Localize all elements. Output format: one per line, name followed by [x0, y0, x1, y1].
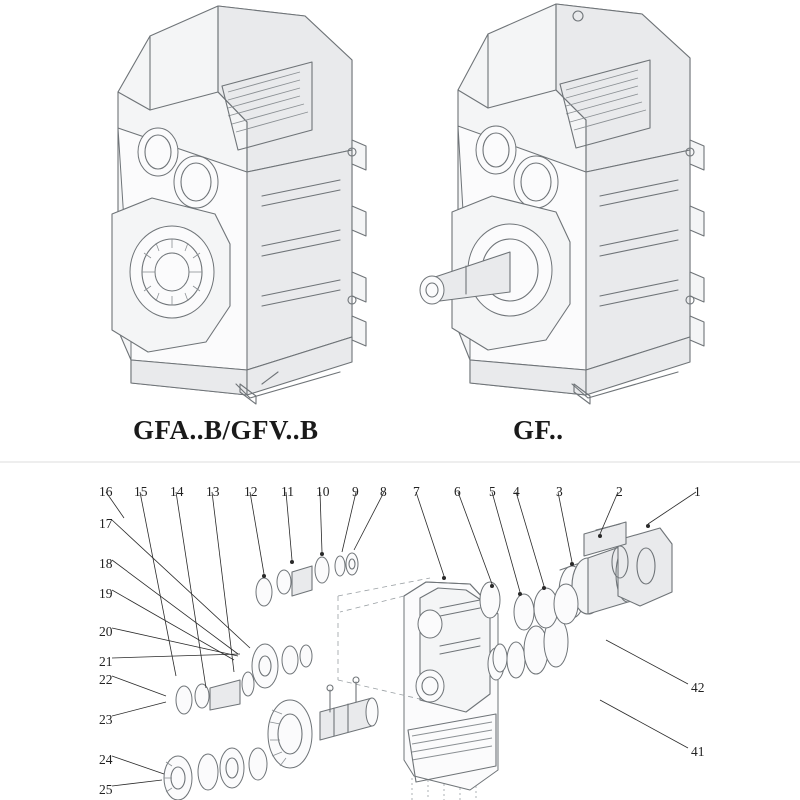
- callout-top-6: 6: [454, 484, 461, 499]
- callout-left-24: 24: [99, 752, 113, 767]
- callout-right-41: 41: [691, 744, 705, 759]
- callout-top-11: 11: [281, 484, 294, 499]
- callout-top-7: 7: [413, 484, 420, 499]
- exploded-assembly-drawing: [106, 492, 696, 800]
- callout-top-10: 10: [316, 484, 330, 499]
- callout-left-22: 22: [99, 672, 113, 687]
- callout-top-8: 8: [380, 484, 387, 499]
- callout-top-4: 4: [513, 484, 520, 499]
- callout-top-2: 2: [616, 484, 623, 499]
- callout-right-42: 42: [691, 680, 705, 695]
- callout-left-18: 18: [99, 556, 113, 571]
- figure-gfa-b-gfv-b: [112, 6, 366, 404]
- callout-top-12: 12: [244, 484, 258, 499]
- callout-left-20: 20: [99, 624, 113, 639]
- callout-left-23: 23: [99, 712, 113, 727]
- callout-left-17: 17: [99, 516, 113, 531]
- callout-top-13: 13: [206, 484, 220, 499]
- callout-top-3: 3: [556, 484, 563, 499]
- callout-left-19: 19: [99, 586, 113, 601]
- callout-top-14: 14: [170, 484, 184, 499]
- callout-top-16: 16: [99, 484, 113, 499]
- callout-top-1: 1: [694, 484, 701, 499]
- callout-left-25: 25: [99, 782, 113, 797]
- figure-caption-right: GF..: [513, 415, 564, 445]
- callout-left-21: 21: [99, 654, 113, 669]
- callout-top-9: 9: [352, 484, 359, 499]
- callout-top-5: 5: [489, 484, 496, 499]
- figure-caption-left: GFA..B/GFV..B: [133, 415, 319, 445]
- figure-gf: [420, 4, 704, 404]
- callout-top-15: 15: [134, 484, 148, 499]
